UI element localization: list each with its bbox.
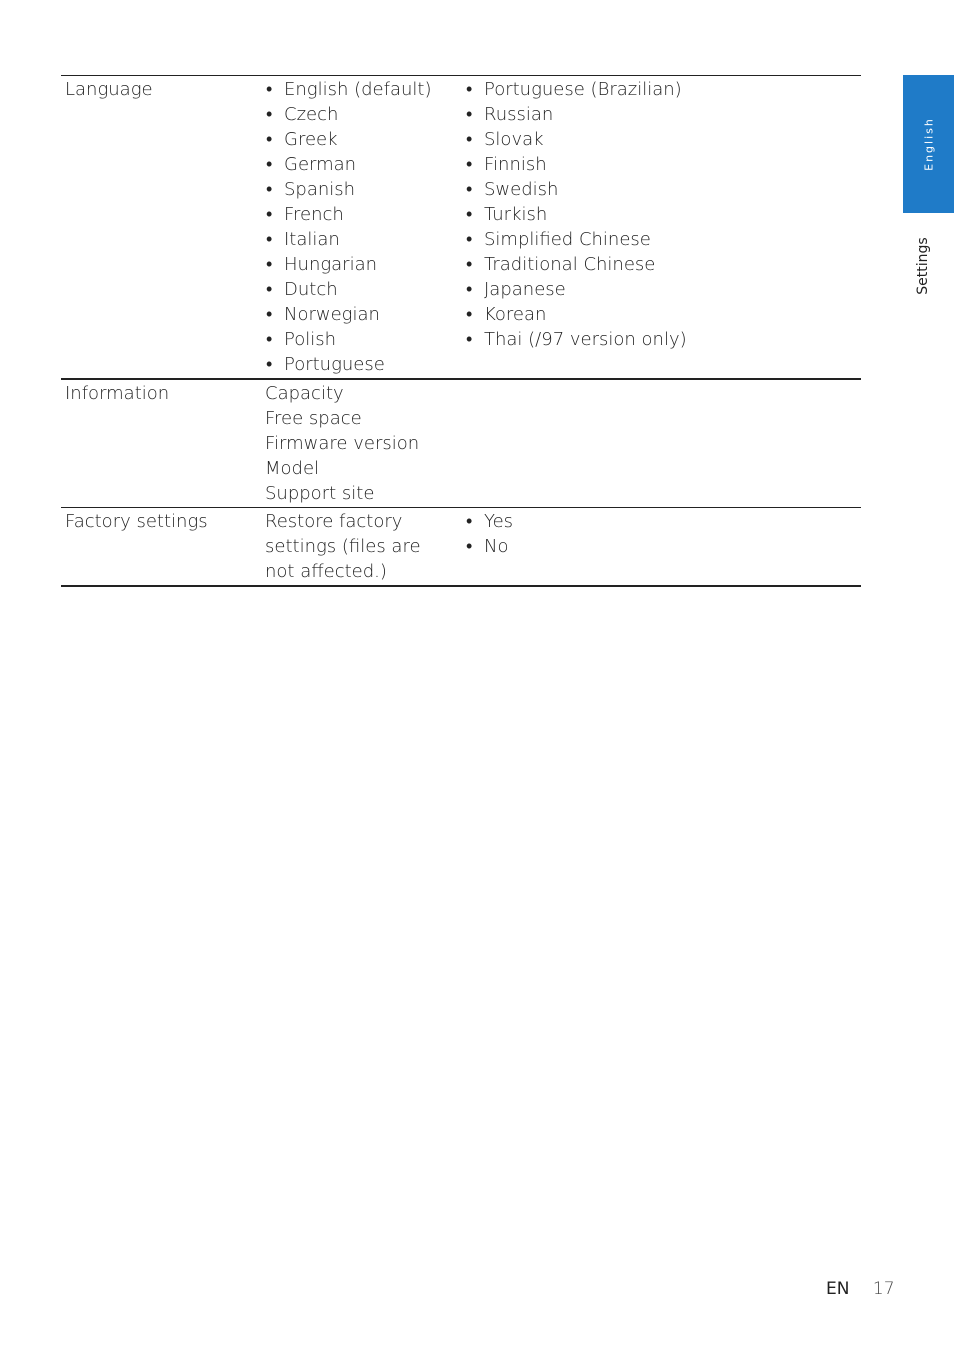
- list-item: Firmware version: [265, 433, 420, 454]
- list-item: • Russian: [465, 102, 861, 127]
- list-item: • Slovak: [465, 127, 861, 152]
- list-item: • Hungarian: [265, 252, 461, 277]
- list-item: • English (default): [265, 77, 461, 102]
- footer-lang: EN: [826, 1279, 850, 1299]
- language-list-col2: [265, 77, 461, 377]
- page-number: 17: [872, 1279, 895, 1299]
- page-footer: [826, 1279, 895, 1299]
- language-list-col3: [465, 77, 861, 352]
- list-item: • Dutch: [265, 277, 461, 302]
- list-item: Model: [265, 458, 320, 479]
- information-list: [261, 381, 461, 506]
- list-item: • German: [265, 152, 461, 177]
- section-label: Settings: [915, 237, 931, 295]
- side-tab-label: English: [922, 117, 935, 171]
- factory-description: Restore factory settings (files are not affected.): [265, 511, 421, 582]
- list-item: • Yes: [465, 509, 861, 534]
- list-item: • Thai (/97 version only): [465, 327, 861, 352]
- list-item: Support site: [265, 483, 375, 504]
- list-item: • Traditional Chinese: [465, 252, 861, 277]
- row-label-information: Information: [65, 383, 170, 404]
- list-item: • French: [265, 202, 461, 227]
- table-row-factory-settings: [61, 508, 861, 587]
- list-item: Capacity: [265, 383, 344, 404]
- list-item: • Italian: [265, 227, 461, 252]
- list-item: • No: [465, 534, 861, 559]
- list-item: Free space: [265, 408, 362, 429]
- language-side-tab: [903, 75, 954, 213]
- list-item: • Simplified Chinese: [465, 227, 861, 252]
- list-item: • Korean: [465, 302, 861, 327]
- list-item: • Portuguese (Brazilian): [465, 77, 861, 102]
- list-item: • Polish: [265, 327, 461, 352]
- list-item: • Norwegian: [265, 302, 461, 327]
- list-item: • Swedish: [465, 177, 861, 202]
- table-row-information: [61, 380, 861, 508]
- list-item: • Japanese: [465, 277, 861, 302]
- settings-table: [61, 75, 861, 587]
- list-item: • Greek: [265, 127, 461, 152]
- list-item: • Finnish: [465, 152, 861, 177]
- list-item: • Czech: [265, 102, 461, 127]
- list-item: • Portuguese: [265, 352, 461, 377]
- row-label-language: Language: [65, 79, 153, 100]
- list-item: • Turkish: [465, 202, 861, 227]
- list-item: • Spanish: [265, 177, 461, 202]
- factory-options-list: [465, 509, 861, 559]
- row-label-factory-settings: Factory settings: [65, 511, 208, 532]
- table-row-language: [61, 76, 861, 380]
